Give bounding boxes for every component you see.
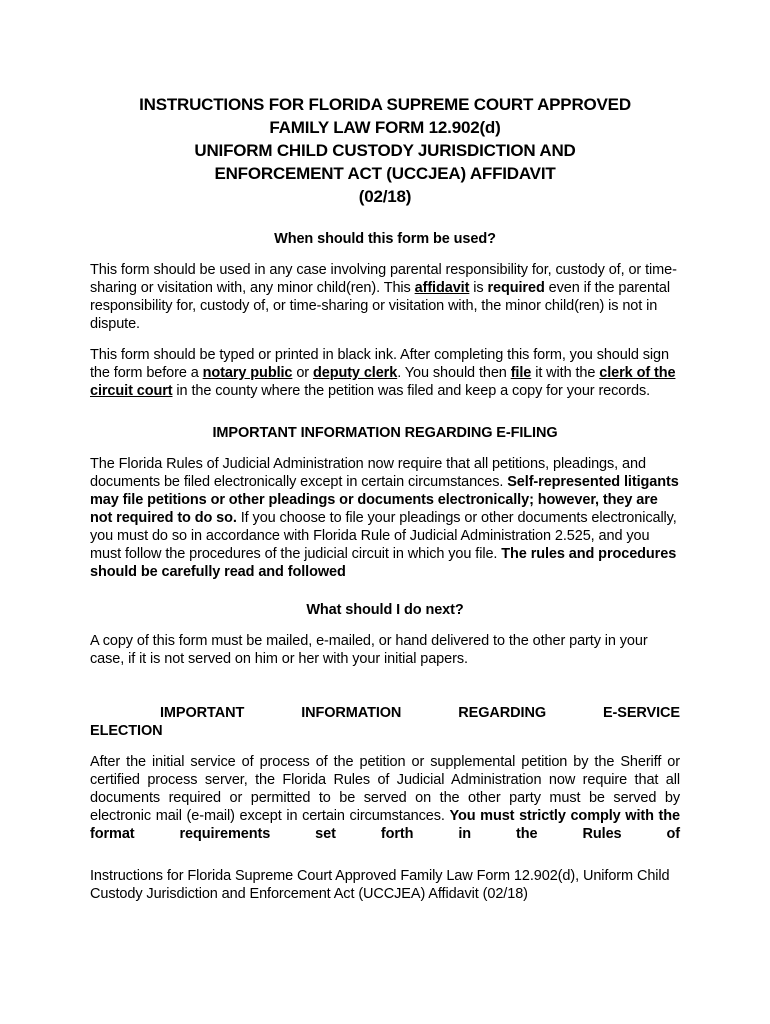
emphasized-text: affidavit (414, 280, 470, 296)
document-body (90, 230, 680, 843)
emphasized-text: The rules and procedures should be carefully read and followed (90, 546, 677, 580)
text-run: After the initial service of process of the petition or supplemental petition by the Sheriff or certified process server, the Florida Rules of Judicial Administration now require that all documents required or permitted to be served on the other party must be served by electronic mail (e-mail) except in certain circumstances. (90, 754, 680, 824)
emphasized-text: required (487, 280, 545, 296)
paragraph (90, 632, 680, 668)
emphasized-text: clerk of the circuit court (90, 365, 676, 399)
title-line: UNIFORM CHILD CUSTODY JURISDICTION AND (194, 141, 576, 160)
paragraph (90, 753, 680, 843)
paragraph (90, 346, 680, 400)
section-heading (90, 704, 680, 740)
text-run: is (469, 280, 488, 296)
emphasized-text: deputy clerk (312, 365, 398, 381)
text-run: . You should then (397, 365, 511, 381)
heading-line: ELECTION (90, 723, 163, 739)
heading-word: INFORMATION (301, 705, 402, 721)
title-line: (02/18) (358, 187, 412, 206)
heading-word: E-SERVICE (602, 705, 680, 721)
emphasized-text: You must strictly comply with the format requirements set forth in the Rules of (90, 808, 680, 842)
section-heading: IMPORTANT INFORMATION REGARDING E-FILING (212, 425, 558, 441)
text-run: If you choose to file your pleadings or other documents electronically, you must do so in accordance with Florida Rule of Judicial Administration 2.525, and you must follow the procedures of the judicial circuit in which you file. (90, 510, 677, 562)
section-heading: What should I do next? (306, 602, 464, 618)
heading-line (90, 704, 680, 722)
title-line: FAMILY LAW FORM 12.902(d) (269, 118, 501, 137)
text-run: This form should be used in any case involving parental responsibility for, custody of, or time-sharing or visitation with, any minor child(ren). This (90, 262, 677, 296)
emphasized-text: file (510, 365, 532, 381)
emphasized-text: notary public (202, 365, 293, 381)
text-run: it with the (531, 365, 600, 381)
text-run: in the county where the petition was filed and keep a copy for your records. (172, 383, 651, 399)
text-run: or (292, 365, 313, 381)
page-footer: Instructions for Florida Supreme Court Approved Family Law Form 12.902(d), Uniform Child Custody Jurisdiction and Enforcement Act (UCCJEA) Affidavit (02/18) (90, 868, 670, 902)
paragraph (90, 261, 680, 333)
text-run: This form should be typed or printed in black ink. After completing this form, you should sign the form before a (90, 347, 669, 381)
title-line: ENFORCEMENT ACT (UCCJEA) AFFIDAVIT (214, 164, 556, 183)
heading-word: IMPORTANT (160, 705, 245, 721)
document-title (90, 93, 680, 208)
section-heading: When should this form be used? (274, 231, 496, 247)
emphasized-text: Self-represented litigants may file petitions or other pleadings or documents electronically; however, they are not required to do so. (90, 474, 679, 526)
paragraph (90, 455, 680, 581)
text-run: The Florida Rules of Judicial Administration now require that all petitions, pleadings, and documents be filed electronically except in certain circumstances. (90, 456, 646, 490)
title-line: INSTRUCTIONS FOR FLORIDA SUPREME COURT APPROVED (139, 95, 631, 114)
text-run: A copy of this form must be mailed, e-mailed, or hand delivered to the other party in your case, if it is not served on him or her with your initial papers. (90, 633, 648, 667)
text-run: even if the parental responsibility for, custody of, or time-sharing or visitation with, the minor child(ren) is not in dispute. (90, 280, 670, 332)
heading-word: REGARDING (458, 705, 546, 721)
